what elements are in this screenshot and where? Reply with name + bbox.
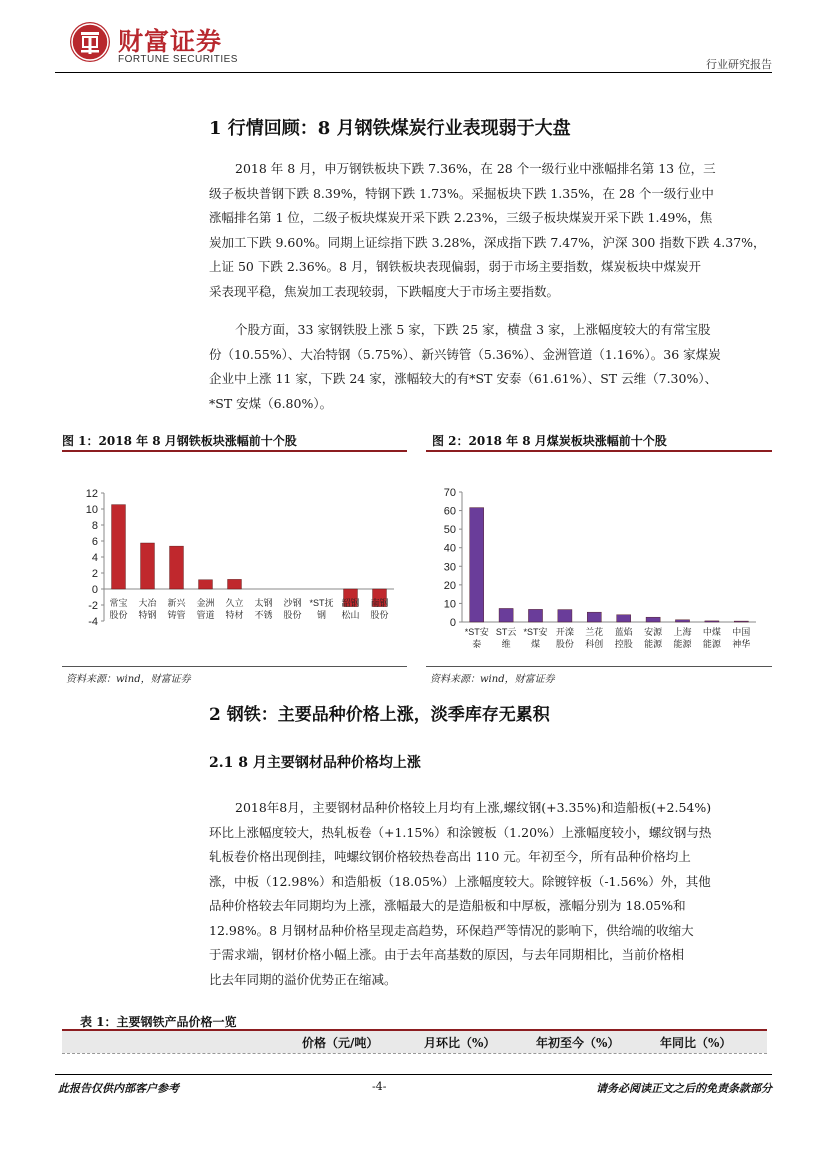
table-1-title: 表 1：主要钢铁产品价格一览 xyxy=(80,1015,237,1029)
paragraph-line: 个股方面，33 家钢铁股上涨 5 家，下跌 25 家，横盘 3 家，上涨幅度较大的有常宝股 xyxy=(235,322,711,337)
x-tick-label: 久立 xyxy=(225,598,244,608)
paragraph-line: 涨幅排名第 1 位，二级子板块煤炭开采下跌 2.23%，三级子板块煤炭开采下跌 1.49%，焦 xyxy=(209,210,713,225)
figure-2-source-rule xyxy=(426,666,772,667)
bar xyxy=(170,546,184,589)
company-name-en: FORTUNE SECURITIES xyxy=(118,54,238,65)
figure-1-bar-chart xyxy=(62,480,407,660)
x-tick-label: *ST安 xyxy=(464,627,489,637)
paragraph-line: 比去年同期的溢价优势正在缩减。 xyxy=(209,971,397,987)
y-tick-label: 20 xyxy=(443,579,456,592)
x-tick-label: 股份 xyxy=(370,610,389,620)
x-tick-label: 泰 xyxy=(472,639,482,649)
x-tick-label: 神华 xyxy=(732,639,751,649)
paragraph-line: 炭加工下跌 9.60%。同期上证综指下跌 3.28%，深成指下跌 7.47%，沪深 300 指数下跌 4.37%， xyxy=(209,234,766,250)
company-logo-seal xyxy=(70,22,110,62)
x-tick-label: 特材 xyxy=(225,610,244,620)
y-tick-label: 2 xyxy=(91,568,98,580)
x-tick-label: 管道 xyxy=(196,610,215,620)
bar xyxy=(499,608,513,622)
y-tick-label: 10 xyxy=(85,504,98,516)
bar xyxy=(587,612,601,622)
report-type: 行业研究报告 xyxy=(706,58,772,71)
x-tick-label: 维 xyxy=(501,639,511,649)
x-tick-label: *ST抚 xyxy=(309,598,334,608)
paragraph-line: 企业中上涨 11 家，下跌 24 家，涨幅较大的有*ST 安泰（61.61%）、ST 云维（7.30%）、 xyxy=(209,371,718,386)
paragraph-line: 12.98%。8 月钢材品种价格呈现走高趋势，环保趋严等情况的影响下，供给端的收缩大 xyxy=(209,922,694,938)
page-number: -4- xyxy=(372,1080,387,1093)
y-tick-label: 60 xyxy=(443,505,456,518)
x-tick-label: 股份 xyxy=(555,639,574,649)
figure-1-title: 图 1：2018 年 8 月钢铁板块涨幅前十个股 xyxy=(62,434,297,448)
paragraph-line: *ST 安煤（6.80%）。 xyxy=(209,395,333,411)
x-tick-label: 松山 xyxy=(341,610,360,620)
paragraph-line: 品种价格较去年同期均为上涨，涨幅最大的是造船板和中厚板，涨幅分别为 18.05%和 xyxy=(209,898,686,913)
section-2-heading: 2 钢铁：主要品种价格上涨，淡季库存无累积 xyxy=(209,705,550,725)
figure-2-title: 图 2：2018 年 8 月煤炭板块涨幅前十个股 xyxy=(432,434,667,448)
x-tick-label: 控股 xyxy=(614,639,633,649)
x-tick-label: 新兴 xyxy=(167,598,186,608)
x-tick-label: 能源 xyxy=(673,639,692,649)
table-header-price: 价格（元/吨） xyxy=(302,1036,379,1050)
figure-2-title-rule xyxy=(426,450,772,452)
x-tick-label: 特钢 xyxy=(138,610,157,620)
bar xyxy=(675,620,689,622)
paragraph-line: 环比上涨幅度较大，热轧板卷（+1.15%）和涂镀板（1.20%）上涨幅度较小，螺纹钢与热 xyxy=(209,824,712,840)
section-1-heading: 1 行情回顾：8 月钢铁煤炭行业表现弱于大盘 xyxy=(209,118,571,139)
section-1-paragraph-2 xyxy=(209,318,772,416)
table-1-dashed-rule xyxy=(62,1053,767,1054)
bar xyxy=(734,621,748,622)
y-tick-label: -2 xyxy=(88,600,98,612)
bar xyxy=(705,621,719,622)
table-header-mom: 月环比（%） xyxy=(424,1036,496,1050)
x-tick-label: 科创 xyxy=(585,639,604,649)
paragraph-line: 2018年8月，主要钢材品种价格较上月均有上涨,螺纹钢(+3.35%)和造船板(+2.54%) xyxy=(235,800,712,815)
x-tick-label: 能源 xyxy=(702,639,721,649)
x-tick-label: 南钢 xyxy=(370,598,389,608)
figure-1-title-rule xyxy=(62,450,407,452)
section-1-paragraph-1 xyxy=(209,157,772,304)
paragraph-line: 级子板块普钢下跌 8.39%，特钢下跌 1.73%。采掘板块下跌 1.35%，在 28 个一级行业中 xyxy=(209,185,714,201)
paragraph-line: 于需求端，钢材价格小幅上涨。由于去年高基数的原因，与去年同期相比，当前价格相 xyxy=(209,947,685,962)
paragraph-line: 2018 年 8 月，申万钢铁板块下跌 7.36%，在 28 个一级行业中涨幅排名第 13 位，三 xyxy=(235,161,716,176)
figure-2-source: 资料来源：wind，财富证券 xyxy=(430,674,555,685)
paragraph-line: 上证 50 下跌 2.36%。8 月，钢铁板块表现偏弱，弱于市场主要指数，煤炭板块中煤炭开 xyxy=(209,259,701,274)
bar xyxy=(558,610,572,622)
y-tick-label: 8 xyxy=(91,520,98,532)
paragraph-line: 轧板卷价格出现倒挂，吨螺纹钢价格较热卷高出 110 元。年初至今，所有品种价格均上 xyxy=(209,849,691,864)
bar xyxy=(228,579,242,589)
x-tick-label: 上海 xyxy=(673,627,692,637)
x-tick-label: 韶钢 xyxy=(341,598,360,608)
x-tick-label: 蓝焰 xyxy=(614,627,633,637)
x-tick-label: ST云 xyxy=(495,627,517,637)
y-tick-label: 0 xyxy=(449,617,456,629)
table-header-yoy: 年同比（%） xyxy=(660,1036,732,1050)
x-tick-label: 常宝 xyxy=(109,598,128,608)
table-header-ytd: 年初至今（%） xyxy=(536,1036,620,1050)
x-tick-label: 能源 xyxy=(644,639,663,649)
y-tick-label: 40 xyxy=(443,542,456,555)
section-2-1-paragraph xyxy=(209,796,772,992)
figure-1-source: 资料来源：wind，财富证券 xyxy=(66,674,191,685)
y-tick-label: 10 xyxy=(443,598,456,611)
x-tick-label: 兰花 xyxy=(585,627,604,637)
x-tick-label: 煤 xyxy=(530,639,541,649)
bar xyxy=(112,505,126,589)
y-tick-label: 12 xyxy=(85,488,98,500)
bar xyxy=(617,615,631,622)
paragraph-line: 涨，中板（12.98%）和造船板（18.05%）上涨幅度较大。除镀锌板（-1.56%）外，其他 xyxy=(209,873,711,889)
figure-1-source-rule xyxy=(62,666,407,667)
y-tick-label: 0 xyxy=(91,584,98,596)
y-tick-label: 30 xyxy=(443,561,456,574)
footer-divider xyxy=(55,1074,772,1075)
header-divider xyxy=(55,72,772,73)
x-tick-label: 铸管 xyxy=(167,610,186,620)
bar xyxy=(141,543,155,589)
x-tick-label: 股份 xyxy=(283,610,302,620)
footer-disclaimer-left: 此报告仅供内部客户参考 xyxy=(58,1082,179,1095)
y-tick-label: -4 xyxy=(88,616,98,628)
y-tick-label: 50 xyxy=(443,524,456,537)
table-1-header-row xyxy=(62,1031,767,1053)
paragraph-line: 采表现平稳，焦炭加工表现较弱，下跌幅度大于市场主要指数。 xyxy=(209,283,560,299)
x-tick-label: 股份 xyxy=(109,610,128,620)
x-tick-label: 大冶 xyxy=(138,598,157,608)
x-tick-label: 开滦 xyxy=(555,627,574,637)
x-tick-label: 安源 xyxy=(644,627,663,637)
y-tick-label: 4 xyxy=(91,552,98,564)
x-tick-label: *ST安 xyxy=(523,627,548,637)
y-tick-label: 6 xyxy=(91,536,98,548)
company-name-cn: 财富证券 xyxy=(118,27,223,56)
x-tick-label: 金洲 xyxy=(196,598,215,608)
x-tick-label: 中国 xyxy=(732,627,751,637)
x-tick-label: 钢 xyxy=(316,610,327,620)
bar xyxy=(470,508,484,622)
x-tick-label: 中煤 xyxy=(702,627,721,637)
x-tick-label: 沙钢 xyxy=(283,598,302,608)
section-2-1-heading: 2.1 8 月主要钢材品种价格均上涨 xyxy=(209,755,421,771)
bar xyxy=(528,609,542,622)
paragraph-line: 份（10.55%）、大冶特钢（5.75%）、新兴铸管（5.36%）、金洲管道（1.16%）。36 家煤炭 xyxy=(209,346,721,362)
y-tick-label: 70 xyxy=(443,487,456,499)
bar xyxy=(199,580,213,589)
figure-2-bar-chart xyxy=(426,480,772,660)
x-tick-label: 不锈 xyxy=(254,610,273,620)
x-tick-label: 太钢 xyxy=(254,598,273,608)
bar xyxy=(646,617,660,622)
footer-disclaimer-right: 请务必阅读正文之后的免责条款部分 xyxy=(596,1082,772,1095)
